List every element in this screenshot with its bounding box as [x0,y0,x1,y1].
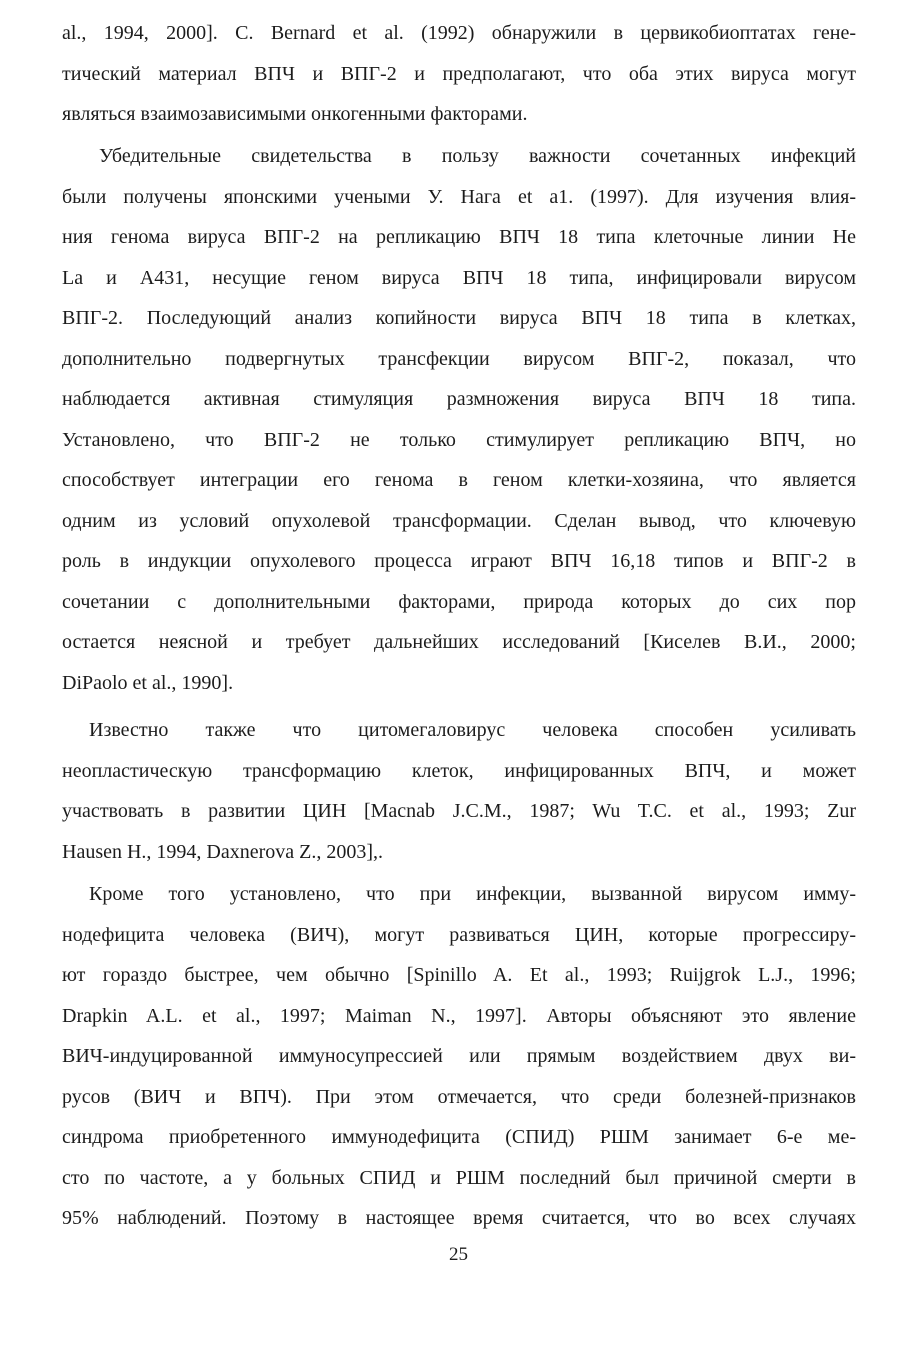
text-line: являться взаимозависимыми онкогенными факторами. [62,103,528,125]
text-line: сочетании с дополнительными факторами, природа которых до сих пор [62,590,856,613]
page-number: 25 [449,1244,468,1265]
text-line: роль в индукции опухолевого процесса играют ВПЧ 16,18 типов и ВПГ-2 в [62,550,856,572]
text-line: нодефицита человека (ВИЧ), могут развиваться ЦИН, которые прогрессиру- [62,923,856,946]
text-line: Drapkin A.L. et al., 1997; Maiman N., 1997]. Авторы объясняют это явление [62,1004,856,1027]
text-line: Кроме того установлено, что при инфекции, вызванной вирусом имму- [89,883,856,905]
paragraph-3 [62,710,856,872]
text-line: сто по частоте, а у больных СПИД и РШМ последний был причиной смерти в [62,1166,856,1189]
text-line: дополнительно подвергнутых трансфекции вирусом ВПГ-2, показал, что [62,347,856,370]
text-line: ВИЧ-индуцированной иммуносупрессией или прямым воздействием двух ви- [62,1045,856,1067]
paragraph-2 [62,136,856,703]
text-line: остается неясной и требует дальнейших исследований [Киселев В.И., 2000; [62,631,856,653]
paragraph-4 [62,874,856,1239]
text-line: русов (ВИЧ и ВПЧ). При этом отмечается, что среди болезней-признаков [62,1085,856,1108]
paragraph-1 [62,13,856,135]
text-line: DiPaolo et al., 1990]. [62,671,234,694]
text-line: наблюдается активная стимуляция размножения вируса ВПЧ 18 типа. [62,388,856,410]
text-line: 95% наблюдений. Поэтому в настоящее время считается, что во всех случаях [62,1207,856,1229]
text-line: Hausen H., 1994, Daxnerova Z., 2003],. [62,840,384,863]
text-line: были получены японскими учеными У. Нага et a1. (1997). Для изучения влия- [62,185,856,208]
text-line: al., 1994, 2000]. C. Bernard et al. (1992) обнаружили в цервикобиоптатах гене- [62,22,856,44]
text-line: участвовать в развитии ЦИН [Macnab J.C.M., 1987; Wu T.C. et al., 1993; Zur [62,800,856,822]
text-line: способствует интеграции его генома в геном клетки-хозяина, что является [62,469,856,491]
text-line: тический материал ВПЧ и ВПГ-2 и предполагают, что оба этих вируса могут [62,62,856,85]
text-line: Установлено, что ВПГ-2 не только стимулирует репликацию ВПЧ, но [62,428,856,451]
text-line: ния генома вируса ВПГ-2 на репликацию ВПЧ 18 типа клеточные линии Не [62,226,856,248]
text-line: Известно также что цитомегаловирус человека способен усиливать [89,719,856,741]
text-line: ВПГ-2. Последующий анализ копийности вируса ВПЧ 18 типа в клетках, [62,307,856,329]
text-line: синдрома приобретенного иммунодефицита (СПИД) РШМ занимает 6-е ме- [62,1126,856,1148]
text-line: неопластическую трансформацию клеток, инфицированных ВПЧ, и может [62,759,856,782]
text-line: одним из условий опухолевой трансформации. Сделан вывод, что ключевую [62,509,856,532]
text-line: ют гораздо быстрее, чем обычно [Spinillo A. Et al., 1993; Ruijgrok L.J., 1996; [62,964,856,986]
text-line: Убедительные свидетельства в пользу важности сочетанных инфекций [99,145,856,167]
text-line: La и А431, несущие геном вируса ВПЧ 18 типа, инфицировали вирусом [62,266,856,289]
